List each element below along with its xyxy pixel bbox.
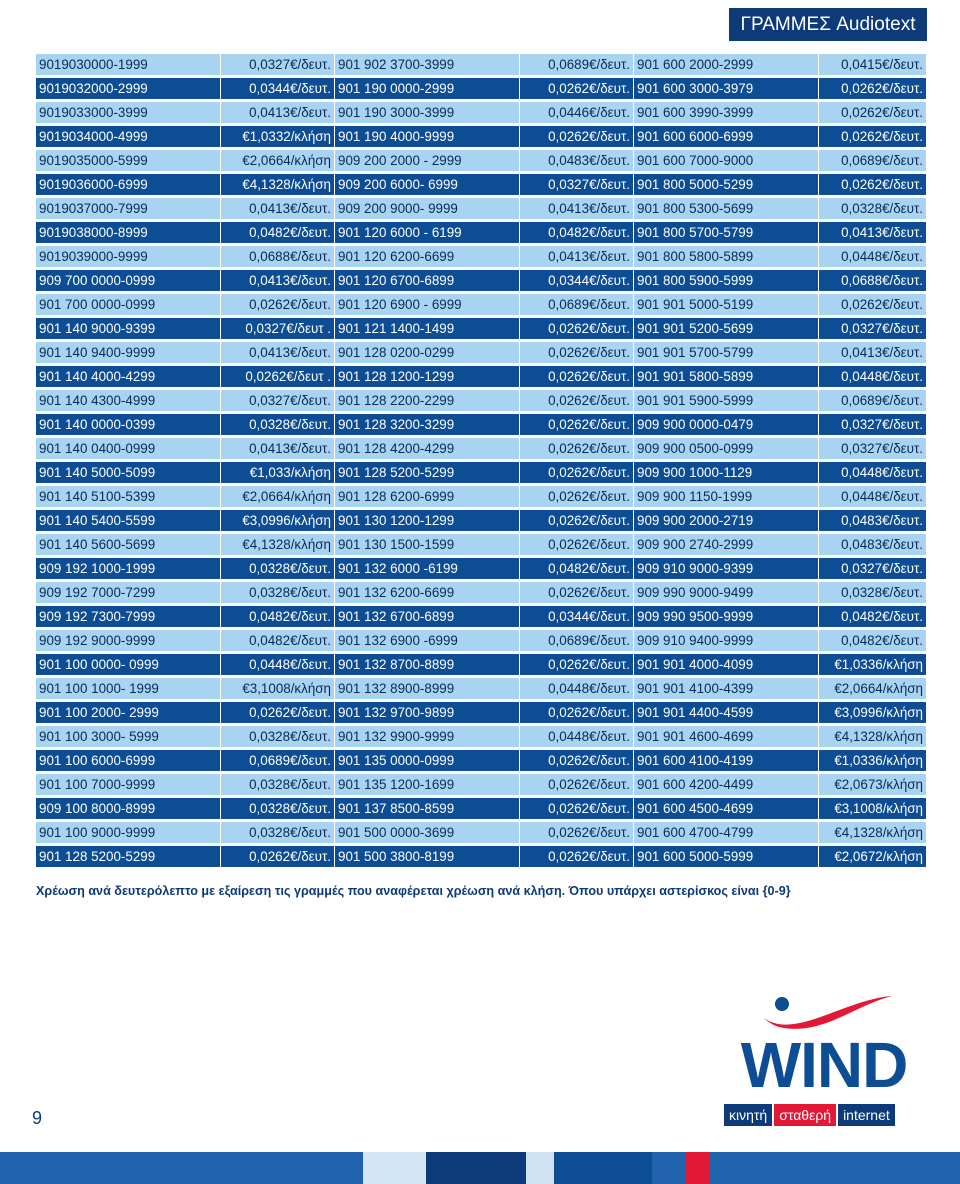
number-range-cell: 901 130 1200-1299: [335, 510, 519, 531]
rate-cell: 0,0689€/δευτ.: [221, 750, 334, 771]
rate-cell: 0,0262€/δευτ.: [520, 414, 633, 435]
number-range-cell: 901 100 7000-9999: [36, 774, 220, 795]
number-range-cell: 901 600 4200-4499: [634, 774, 818, 795]
rate-cell: 0,0413€/δευτ.: [221, 342, 334, 363]
number-range-cell: 901 128 6200-6999: [335, 486, 519, 507]
rate-cell: 0,0413€/δευτ.: [819, 342, 926, 363]
bottom-bar-segment: [0, 1152, 363, 1184]
table-row: [36, 150, 926, 171]
number-range-cell: 901 901 4600-4699: [634, 726, 818, 747]
rate-cell: €2,0664/κλήση: [221, 150, 334, 171]
table-row: [36, 726, 926, 747]
number-range-cell: 901 132 9700-9899: [335, 702, 519, 723]
rate-cell: 0,0413€/δευτ.: [221, 198, 334, 219]
number-range-cell: 901 132 6000 -6199: [335, 558, 519, 579]
table-row: [36, 270, 926, 291]
number-range-cell: 909 900 0000-0479: [634, 414, 818, 435]
table-row: [36, 102, 926, 123]
table-row: [36, 318, 926, 339]
number-range-cell: 901 140 9400-9999: [36, 342, 220, 363]
table-row: [36, 78, 926, 99]
number-range-cell: 901 135 0000-0999: [335, 750, 519, 771]
table-row: [36, 390, 926, 411]
page-number: 9: [32, 1108, 43, 1128]
rate-cell: 0,0262€/δευτ.: [520, 390, 633, 411]
number-range-cell: 901 901 4400-4599: [634, 702, 818, 723]
number-range-cell: 9019033000-3999: [36, 102, 220, 123]
rate-cell: 0,0262€/δευτ.: [520, 846, 633, 867]
bottom-color-bar: [0, 1152, 960, 1184]
number-range-cell: 901 100 9000-9999: [36, 822, 220, 843]
rate-cell: 0,0413€/δευτ.: [221, 270, 334, 291]
rate-cell: €4,1328/κλήση: [819, 822, 926, 843]
table-row: [36, 702, 926, 723]
wind-wordmark: WIND: [740, 1029, 908, 1101]
rate-cell: 0,0689€/δευτ.: [819, 150, 926, 171]
number-range-cell: 901 132 8700-8899: [335, 654, 519, 675]
number-range-cell: 901 121 1400-1499: [335, 318, 519, 339]
bottom-bar-segment: [363, 1152, 426, 1184]
table-row: [36, 534, 926, 555]
table-row: [36, 654, 926, 675]
rate-cell: 0,0262€/δευτ.: [520, 774, 633, 795]
table-row: [36, 246, 926, 267]
rate-cell: 0,0327€/δευτ .: [221, 318, 334, 339]
rate-cell: 0,0262€/δευτ.: [520, 510, 633, 531]
rate-cell: 0,0262€/δευτ.: [520, 798, 633, 819]
rate-cell: 0,0262€/δευτ.: [819, 294, 926, 315]
number-range-cell: 901 800 5300-5699: [634, 198, 818, 219]
rate-cell: 0,0262€/δευτ.: [221, 846, 334, 867]
number-range-cell: 909 200 6000- 6999: [335, 174, 519, 195]
table-row: [36, 174, 926, 195]
number-range-cell: 901 901 5700-5799: [634, 342, 818, 363]
rate-cell: 0,0448€/δευτ.: [819, 462, 926, 483]
number-range-cell: 901 140 4300-4999: [36, 390, 220, 411]
rate-cell: 0,0482€/δευτ.: [221, 222, 334, 243]
rate-cell: 0,0689€/δευτ.: [520, 630, 633, 651]
table-row: [36, 510, 926, 531]
number-range-cell: 901 132 9900-9999: [335, 726, 519, 747]
table-row: [36, 750, 926, 771]
rate-cell: 0,0448€/δευτ.: [221, 654, 334, 675]
rate-cell: 0,0327€/δευτ.: [819, 558, 926, 579]
number-range-cell: 901 600 2000-2999: [634, 54, 818, 75]
rate-cell: 0,0262€/δευτ.: [520, 702, 633, 723]
rate-cell: 0,0262€/δευτ.: [520, 534, 633, 555]
rate-cell: €4,1328/κλήση: [221, 534, 334, 555]
footnote: Χρέωση ανά δευτερόλεπτο με εξαίρεση τις γραμμές που αναφέρεται χρέωση ανά κλήση. Όπου υπάρχει αστερίσκος είναι {0-9}: [36, 884, 791, 898]
number-range-cell: 901 600 4100-4199: [634, 750, 818, 771]
number-range-cell: 901 901 4100-4399: [634, 678, 818, 699]
number-range-cell: 901 140 5000-5099: [36, 462, 220, 483]
table-row: [36, 846, 926, 867]
number-range-cell: 901 500 0000-3699: [335, 822, 519, 843]
rate-cell: 0,0689€/δευτ.: [819, 390, 926, 411]
rate-cell: 0,0262€/δευτ.: [819, 126, 926, 147]
number-range-cell: 901 132 6200-6699: [335, 582, 519, 603]
rate-cell: 0,0483€/δευτ.: [819, 510, 926, 531]
logo-tagline: [724, 1104, 895, 1126]
number-range-cell: 909 192 1000-1999: [36, 558, 220, 579]
table-row: [36, 342, 926, 363]
number-range-cell: 901 120 6000 - 6199: [335, 222, 519, 243]
number-range-cell: 909 100 8000-8999: [36, 798, 220, 819]
table-row: [36, 294, 926, 315]
rate-cell: €3,1008/κλήση: [221, 678, 334, 699]
rate-cell: 0,0688€/δευτ.: [221, 246, 334, 267]
number-range-cell: 901 190 0000-2999: [335, 78, 519, 99]
rate-cell: €3,1008/κλήση: [819, 798, 926, 819]
number-range-cell: 909 910 9000-9399: [634, 558, 818, 579]
number-range-cell: 909 192 7000-7299: [36, 582, 220, 603]
number-range-cell: 9019036000-6999: [36, 174, 220, 195]
number-range-cell: 901 600 4500-4699: [634, 798, 818, 819]
rate-cell: 0,0448€/δευτ.: [520, 726, 633, 747]
number-range-cell: 901 800 5700-5799: [634, 222, 818, 243]
number-range-cell: 909 910 9400-9999: [634, 630, 818, 651]
rate-cell: 0,0482€/δευτ.: [221, 606, 334, 627]
table-row: [36, 606, 926, 627]
rate-cell: 0,0262€/δευτ.: [520, 78, 633, 99]
number-range-cell: 909 200 2000 - 2999: [335, 150, 519, 171]
number-range-cell: 901 132 6900 -6999: [335, 630, 519, 651]
number-range-cell: 901 137 8500-8599: [335, 798, 519, 819]
number-range-cell: 901 600 4700-4799: [634, 822, 818, 843]
number-range-cell: 901 901 5000-5199: [634, 294, 818, 315]
rate-cell: 0,0262€/δευτ.: [520, 462, 633, 483]
rate-cell: 0,0482€/δευτ.: [520, 558, 633, 579]
number-range-cell: 901 135 1200-1699: [335, 774, 519, 795]
number-range-cell: 9019032000-2999: [36, 78, 220, 99]
number-range-cell: 901 901 5200-5699: [634, 318, 818, 339]
number-range-cell: 901 128 5200-5299: [36, 846, 220, 867]
rate-cell: 0,0688€/δευτ.: [819, 270, 926, 291]
number-range-cell: 901 130 1500-1599: [335, 534, 519, 555]
rate-cell: €3,0996/κλήση: [819, 702, 926, 723]
number-range-cell: 901 100 1000- 1999: [36, 678, 220, 699]
number-range-cell: 901 600 3000-3979: [634, 78, 818, 99]
rate-cell: 0,0415€/δευτ.: [819, 54, 926, 75]
table-row: [36, 822, 926, 843]
rate-cell: 0,0327€/δευτ.: [819, 438, 926, 459]
rate-cell: 0,0482€/δευτ.: [819, 630, 926, 651]
table-row: [36, 486, 926, 507]
number-range-cell: 909 990 9000-9499: [634, 582, 818, 603]
number-range-cell: 901 190 4000-9999: [335, 126, 519, 147]
bottom-bar-segment: [652, 1152, 686, 1184]
number-range-cell: 901 128 2200-2299: [335, 390, 519, 411]
number-range-cell: 901 100 3000- 5999: [36, 726, 220, 747]
number-range-cell: 909 990 9500-9999: [634, 606, 818, 627]
rate-cell: €2,0673/κλήση: [819, 774, 926, 795]
number-range-cell: 901 128 3200-3299: [335, 414, 519, 435]
rate-cell: 0,0413€/δευτ.: [221, 438, 334, 459]
rate-cell: 0,0328€/δευτ.: [221, 558, 334, 579]
table-row: [36, 54, 926, 75]
rate-cell: 0,0413€/δευτ.: [819, 222, 926, 243]
number-range-cell: 9019037000-7999: [36, 198, 220, 219]
rate-cell: 0,0262€/δευτ.: [819, 78, 926, 99]
rate-cell: 0,0328€/δευτ.: [221, 414, 334, 435]
table-row: [36, 774, 926, 795]
number-range-cell: 9019030000-1999: [36, 54, 220, 75]
rate-cell: 0,0448€/δευτ.: [520, 678, 633, 699]
rate-cell: 0,0327€/δευτ.: [520, 174, 633, 195]
number-range-cell: 901 120 6900 - 6999: [335, 294, 519, 315]
rate-cell: €1,0336/κλήση: [819, 750, 926, 771]
tagline-fixed: σταθερή: [774, 1104, 836, 1126]
rate-cell: 0,0262€/δευτ.: [520, 750, 633, 771]
rate-cell: 0,0483€/δευτ.: [819, 534, 926, 555]
rate-cell: €2,0664/κλήση: [819, 678, 926, 699]
bottom-bar-segment: [554, 1152, 652, 1184]
rate-cell: 0,0689€/δευτ.: [520, 294, 633, 315]
rate-cell: 0,0262€/δευτ.: [520, 342, 633, 363]
table-row: [36, 198, 926, 219]
rate-cell: 0,0448€/δευτ.: [819, 246, 926, 267]
rate-cell: 0,0446€/δευτ.: [520, 102, 633, 123]
rate-cell: 0,0262€/δευτ.: [520, 654, 633, 675]
rate-cell: 0,0448€/δευτ.: [819, 366, 926, 387]
number-range-cell: 9019039000-9999: [36, 246, 220, 267]
rate-cell: €2,0672/κλήση: [819, 846, 926, 867]
number-range-cell: 901 500 3800-8199: [335, 846, 519, 867]
table-row: [36, 126, 926, 147]
number-range-cell: 901 190 3000-3999: [335, 102, 519, 123]
rate-cell: 0,0327€/δευτ.: [819, 318, 926, 339]
number-range-cell: 901 100 6000-6999: [36, 750, 220, 771]
rate-cell: €4,1328/κλήση: [819, 726, 926, 747]
number-range-cell: 901 140 4000-4299: [36, 366, 220, 387]
rate-cell: 0,0262€/δευτ.: [221, 702, 334, 723]
number-range-cell: 901 128 0200-0299: [335, 342, 519, 363]
number-range-cell: 901 140 5100-5399: [36, 486, 220, 507]
number-range-cell: 901 140 5600-5699: [36, 534, 220, 555]
number-range-cell: 901 902 3700-3999: [335, 54, 519, 75]
bottom-bar-segment: [426, 1152, 526, 1184]
table-row: [36, 798, 926, 819]
table-row: [36, 678, 926, 699]
number-range-cell: 901 800 5800-5899: [634, 246, 818, 267]
rate-cell: 0,0344€/δευτ.: [520, 270, 633, 291]
number-range-cell: 901 128 4200-4299: [335, 438, 519, 459]
wind-logo: [724, 992, 924, 1128]
table-row: [36, 414, 926, 435]
rate-cell: 0,0328€/δευτ.: [819, 582, 926, 603]
number-range-cell: 901 600 3990-3999: [634, 102, 818, 123]
number-range-cell: 901 128 5200-5299: [335, 462, 519, 483]
rate-cell: 0,0262€/δευτ.: [520, 438, 633, 459]
rate-cell: 0,0328€/δευτ.: [221, 774, 334, 795]
rate-cell: 0,0262€/δευτ .: [221, 366, 334, 387]
rate-cell: 0,0262€/δευτ.: [520, 318, 633, 339]
rate-cell: 0,0328€/δευτ.: [819, 198, 926, 219]
number-range-cell: 901 901 5800-5899: [634, 366, 818, 387]
number-range-cell: 901 128 1200-1299: [335, 366, 519, 387]
table-row: [36, 630, 926, 651]
number-range-cell: 909 700 0000-0999: [36, 270, 220, 291]
number-range-cell: 901 901 5900-5999: [634, 390, 818, 411]
number-range-cell: 901 700 0000-0999: [36, 294, 220, 315]
number-range-cell: 901 120 6200-6699: [335, 246, 519, 267]
rate-cell: 0,0344€/δευτ.: [520, 606, 633, 627]
number-range-cell: 901 600 5000-5999: [634, 846, 818, 867]
rate-cell: 0,0482€/δευτ.: [520, 222, 633, 243]
table-row: [36, 366, 926, 387]
number-range-cell: 909 200 9000- 9999: [335, 198, 519, 219]
audiotext-rate-table: [35, 51, 927, 870]
rate-cell: 0,0413€/δευτ.: [221, 102, 334, 123]
number-range-cell: 909 192 7300-7999: [36, 606, 220, 627]
number-range-cell: 909 192 9000-9999: [36, 630, 220, 651]
rate-cell: 0,0262€/δευτ.: [819, 102, 926, 123]
number-range-cell: 901 132 8900-8999: [335, 678, 519, 699]
number-range-cell: 909 900 1150-1999: [634, 486, 818, 507]
number-range-cell: 901 140 0000-0399: [36, 414, 220, 435]
rate-cell: 0,0413€/δευτ.: [520, 198, 633, 219]
bottom-bar-segment: [526, 1152, 554, 1184]
rate-cell: 0,0262€/δευτ.: [520, 126, 633, 147]
rate-cell: 0,0344€/δευτ.: [221, 78, 334, 99]
table-row: [36, 582, 926, 603]
table-row: [36, 438, 926, 459]
rate-cell: 0,0689€/δευτ.: [520, 54, 633, 75]
tagline-mobile: κινητή: [724, 1104, 772, 1126]
bottom-bar-segment: [710, 1152, 960, 1184]
rate-cell: 0,0328€/δευτ.: [221, 822, 334, 843]
number-range-cell: 901 600 6000-6999: [634, 126, 818, 147]
rate-cell: 0,0262€/δευτ.: [221, 294, 334, 315]
rate-cell: 0,0262€/δευτ.: [520, 582, 633, 603]
rate-cell: 0,0328€/δευτ.: [221, 726, 334, 747]
rate-cell: €3,0996/κλήση: [221, 510, 334, 531]
rate-cell: 0,0483€/δευτ.: [520, 150, 633, 171]
number-range-cell: 901 120 6700-6899: [335, 270, 519, 291]
number-range-cell: 9019038000-8999: [36, 222, 220, 243]
number-range-cell: 901 100 2000- 2999: [36, 702, 220, 723]
number-range-cell: 9019035000-5999: [36, 150, 220, 171]
rate-cell: €4,1328/κλήση: [221, 174, 334, 195]
number-range-cell: 901 132 6700-6899: [335, 606, 519, 627]
rate-cell: 0,0262€/δευτ.: [819, 174, 926, 195]
number-range-cell: 901 800 5900-5999: [634, 270, 818, 291]
number-range-cell: 901 140 0400-0999: [36, 438, 220, 459]
number-range-cell: 901 140 5400-5599: [36, 510, 220, 531]
rate-cell: 0,0328€/δευτ.: [221, 798, 334, 819]
rate-cell: 0,0262€/δευτ.: [520, 366, 633, 387]
rate-cell: €1,033/κλήση: [221, 462, 334, 483]
section-title: ΓΡΑΜΜΕΣ Audiotext: [729, 8, 927, 41]
number-range-cell: 909 900 0500-0999: [634, 438, 818, 459]
rate-cell: €2,0664/κλήση: [221, 486, 334, 507]
number-range-cell: 909 900 2740-2999: [634, 534, 818, 555]
rate-cell: 0,0327€/δευτ.: [819, 414, 926, 435]
rate-cell: 0,0482€/δευτ.: [221, 630, 334, 651]
rate-cell: 0,0327€/δευτ.: [221, 54, 334, 75]
rate-cell: 0,0262€/δευτ.: [520, 486, 633, 507]
rate-cell: 0,0413€/δευτ.: [520, 246, 633, 267]
number-range-cell: 9019034000-4999: [36, 126, 220, 147]
number-range-cell: 901 600 7000-9000: [634, 150, 818, 171]
rate-cell: 0,0328€/δευτ.: [221, 582, 334, 603]
rate-cell: 0,0262€/δευτ.: [520, 822, 633, 843]
table-row: [36, 462, 926, 483]
rate-cell: 0,0482€/δευτ.: [819, 606, 926, 627]
number-range-cell: 901 800 5000-5299: [634, 174, 818, 195]
rate-cell: €1,0336/κλήση: [819, 654, 926, 675]
bottom-bar-segment: [686, 1152, 710, 1184]
rate-cell: 0,0327€/δευτ.: [221, 390, 334, 411]
rate-cell: €1,0332/κλήση: [221, 126, 334, 147]
tagline-internet: internet: [838, 1104, 895, 1126]
rate-cell: 0,0448€/δευτ.: [819, 486, 926, 507]
number-range-cell: 909 900 1000-1129: [634, 462, 818, 483]
table-row: [36, 222, 926, 243]
number-range-cell: 901 901 4000-4099: [634, 654, 818, 675]
number-range-cell: 901 140 9000-9399: [36, 318, 220, 339]
number-range-cell: 909 900 2000-2719: [634, 510, 818, 531]
number-range-cell: 901 100 0000- 0999: [36, 654, 220, 675]
table-row: [36, 558, 926, 579]
